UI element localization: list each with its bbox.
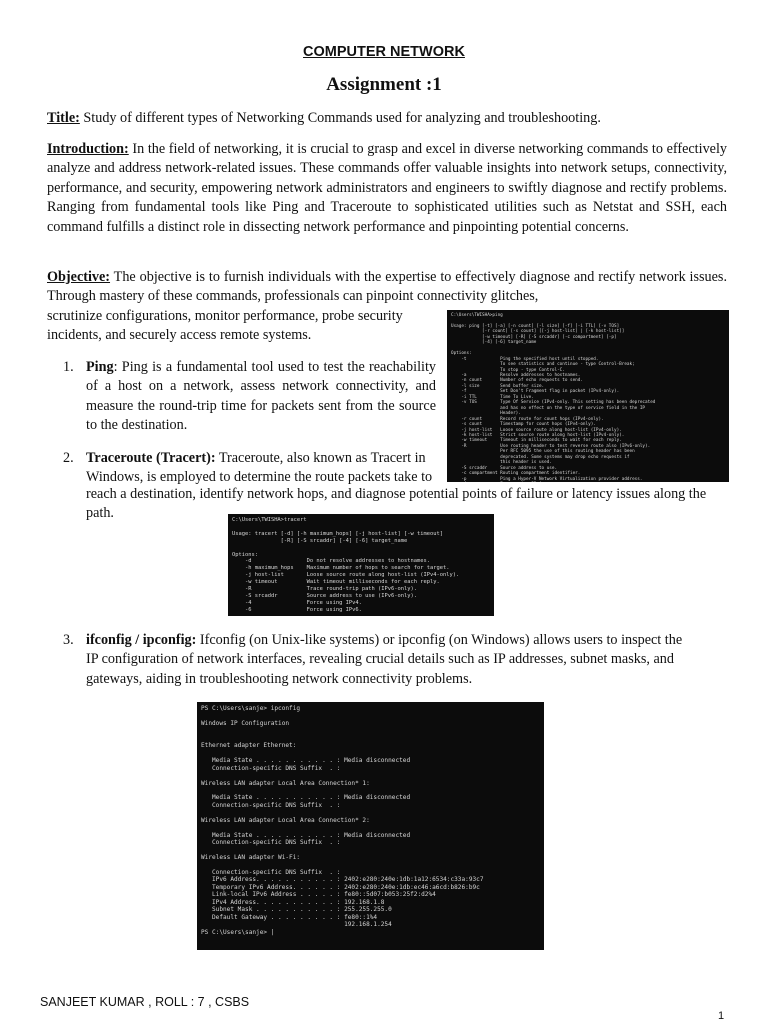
terminal-line: -n count Number of echo requests to send. [451, 378, 583, 384]
terminal-line: Media State . . . . . . . . . . . : Media disconnected [201, 794, 411, 802]
terminal-line: -S srcaddr Source address to use (IPv6-only). [232, 592, 417, 599]
terminal-line [201, 862, 540, 869]
terminal-line: Header). [451, 411, 521, 417]
assignment-heading: Assignment :1 [326, 74, 442, 95]
ipconfig-terminal-screenshot [197, 702, 544, 950]
terminal-line: -j host-list Loose source route along host-list (IPv4-only). [451, 427, 622, 433]
terminal-line: Wireless LAN adapter Wi-Fi: [201, 854, 301, 862]
list-number: 1. [63, 359, 74, 375]
terminal-line [201, 772, 540, 779]
terminal-line: -4 Force using IPv4. [232, 599, 362, 606]
introduction-text: In the field of networking, it is crucial to grasp and excel in diverse networking commands to effectively analyze and address network-related issues. These commands offer valuable insights into network setups, connectivity, performance, and security, empowering network administrators and engineers to swiftly diagnose and rectify problems. Ranging from fundamental tools like Ping and Traceroute to sophisticated utilities such as Netstat and SSH, each command fulfills a distinct role in dissecting network performance and pinpointing potential concerns. [47, 141, 727, 235]
tracert-terminal-screenshot [228, 514, 494, 616]
terminal-line [201, 712, 540, 719]
terminal-line: -S srcaddr Source address to use. [451, 465, 558, 471]
terminal-line: [-r count] [-s count] [[-j host-list] | [-k host-list]] [451, 329, 625, 335]
terminal-line: this header is used. [451, 460, 552, 466]
terminal-line: -6 Force using IPv6. [232, 606, 362, 613]
terminal-line: [-R] [-S srcaddr] [-4] [-6] target_name [232, 537, 408, 544]
terminal-line: [-w timeout] [-R] [-S srcaddr] [-c compartment] [-p] [451, 334, 617, 340]
list-number: 3. [63, 632, 74, 648]
terminal-line: Wireless LAN adapter Local Area Connection* 1: [201, 779, 370, 787]
list-item-ping [86, 358, 436, 436]
objective-paragraph [47, 268, 727, 307]
terminal-line: -a Resolve addresses to hostnames. [451, 372, 581, 378]
terminal-line: PS C:\Users\sanje> | [201, 928, 275, 936]
terminal-line: C:\Users\TWISHA>tracert [232, 517, 307, 523]
terminal-line: Default Gateway . . . . . . . . . : fe80::1%4 [201, 913, 378, 921]
terminal-line: and has no effect on the type of service field in the IP [451, 405, 646, 411]
terminal-line: -t Ping the specified host until stopped. [451, 356, 599, 362]
traceroute-description: Traceroute, also known as Tracert in Windows, is employed to determine the route packets take to [86, 450, 433, 486]
objective-label: Objective: [47, 269, 111, 285]
title-text: Study of different types of Networking Commands used for analyzing and troubleshooting. [79, 110, 601, 126]
title-label: Title: [47, 110, 80, 126]
terminal-line: Connection-specific DNS Suffix . : [201, 801, 341, 809]
terminal-line [201, 824, 540, 831]
terminal-line: PS C:\Users\sanje> ipconfig [201, 705, 301, 712]
list-item-traceroute [86, 449, 436, 488]
traceroute-term: Traceroute (Tracert): [86, 450, 216, 466]
terminal-line: Media State . . . . . . . . . . . : Media disconnected [201, 757, 411, 765]
ping-term: Ping [86, 359, 114, 375]
terminal-line [201, 750, 540, 757]
terminal-line [201, 809, 540, 816]
terminal-line: -k host-list Strict source route along host-list (IPv4-only). [451, 432, 625, 438]
terminal-line: -j host-list Loose source route along host-list (IPv4-only). [232, 572, 460, 579]
terminal-line: -i TTL Time To Live. [451, 394, 534, 400]
terminal-line: Per RFC 5095 the use of this routing header has been [451, 449, 635, 455]
footer-author: SANJEET KUMAR , ROLL : 7 , CSBS [40, 995, 250, 1009]
terminal-line: deprecated. Some systems may drop echo requests if [451, 454, 630, 460]
terminal-line: -d Do not resolve addresses to hostnames. [232, 558, 430, 565]
objective-text: The objective is to furnish individuals with the expertise to effectively diagnose and rectify network issues. Through mastery of these commands, professionals can pinpoint connectivity glitches, [47, 269, 727, 305]
ipconfig-term: ifconfig / ipconfig: [86, 632, 197, 648]
traceroute-description-cont: reach a destination, identify network hops, and diagnose potential points of failure or latency issues along the path. [86, 486, 707, 522]
terminal-line: -w timeout Timeout in milliseconds to wait for each reply. [451, 438, 622, 444]
terminal-line: -r count Record route for count hops (IPv4-only). [451, 416, 604, 422]
terminal-line: Options: [232, 551, 258, 558]
terminal-line: IPv4 Address. . . . . . . . . . . : 192.168.1.8 [201, 898, 385, 906]
terminal-line: -f Set Don't Fragment flag in packet (IPv4-only). [451, 389, 620, 395]
terminal-line: -c compartment Routing compartment identifier. [451, 471, 581, 477]
objective-continuation: scrutinize configurations, monitor performance, probe security incidents, and securely access remote systems. [47, 308, 403, 344]
terminal-line: -l size Send buffer size. [451, 383, 545, 389]
terminal-line: Windows IP Configuration [201, 719, 290, 727]
title-paragraph [47, 109, 727, 128]
introduction-label: Introduction: [47, 141, 129, 157]
terminal-line: -s count Timestamp for count hops (IPv4-only). [451, 422, 596, 428]
ping-terminal-screenshot [447, 310, 729, 482]
terminal-line: To see statistics and continue - type Control-Break; [451, 362, 635, 368]
terminal-line: -R Use routing header to test reverse route also (IPv6-only). [451, 443, 651, 449]
terminal-line [232, 524, 490, 531]
page-number: 1 [718, 1010, 725, 1022]
terminal-line: Usage: tracert [-d] [-h maximum_hops] [-j host-list] [-w timeout] [232, 530, 443, 537]
terminal-line: Connection-specific DNS Suffix . : [201, 764, 341, 772]
terminal-line: C:\Users\TWISHA>ping [451, 313, 503, 318]
ping-description: : Ping is a fundamental tool used to test the reachability of a host on a network, assess network connectivity, and measure the round-trip time for packets sent from the source to the destination. [86, 359, 436, 434]
terminal-line: Temporary IPv6 Address. . . . . . : 2402:e280:240e:1db:ec46:a6cd:b826:b9c [201, 883, 480, 891]
terminal-line: IPv6 Address. . . . . . . . . . . : 2402:e280:240e:1db:1a12:6534:c33a:93c7 [201, 876, 484, 884]
list-number: 2. [63, 450, 74, 466]
terminal-line: Subnet Mask . . . . . . . . . . . : 255.255.255.0 [201, 906, 392, 914]
terminal-line [201, 787, 540, 794]
terminal-line: Ethernet adapter Ethernet: [201, 742, 297, 750]
terminal-line: -w timeout Wait timeout milliseconds for each reply. [232, 579, 440, 586]
terminal-line: -R Trace round-trip path (IPv6-only). [232, 586, 417, 593]
terminal-line [201, 727, 540, 734]
terminal-line: Link-local IPv6 Address . . . . . : fe80::5d07:b053:25f2:d2%4 [201, 891, 436, 899]
terminal-line: Usage: ping [-t] [-a] [-n count] [-l size] [-f] [-i TTL] [-v TOS] [451, 323, 620, 329]
terminal-line: Options: [451, 351, 472, 357]
introduction-paragraph [47, 140, 727, 237]
ipconfig-description: Ifconfig (on Unix-like systems) or ipconfig (on Windows) allows users to inspect the IP configuration of network interfaces, revealing crucial details such as IP addresses, subnet masks, and gateways, aiding in troubleshooting network connectivity problems. [86, 632, 683, 687]
terminal-line [201, 735, 540, 742]
terminal-line [201, 847, 540, 854]
terminal-line: -v TOS Type Of Service (IPv4-only. This setting has been deprecated [451, 400, 656, 406]
terminal-line: Connection-specific DNS Suffix . : [201, 868, 341, 876]
terminal-line: 192.168.1.254 [201, 921, 392, 929]
document-heading: COMPUTER NETWORK [303, 44, 465, 60]
terminal-line: Media State . . . . . . . . . . . : Media disconnected [201, 831, 411, 839]
terminal-line: -p Ping a Hyper-V Network Virtualization provider address. [451, 476, 643, 482]
terminal-line: [-4] [-6] target_name [451, 340, 537, 346]
list-item-ipconfig [86, 631, 686, 689]
terminal-line: Connection-specific DNS Suffix . : [201, 839, 341, 847]
terminal-line: -h maximum_hops Maximum number of hops to search for target. [232, 565, 450, 572]
terminal-line: To stop - type Control-C. [451, 367, 565, 373]
terminal-line [232, 545, 490, 552]
terminal-line: Wireless LAN adapter Local Area Connection* 2: [201, 816, 370, 824]
